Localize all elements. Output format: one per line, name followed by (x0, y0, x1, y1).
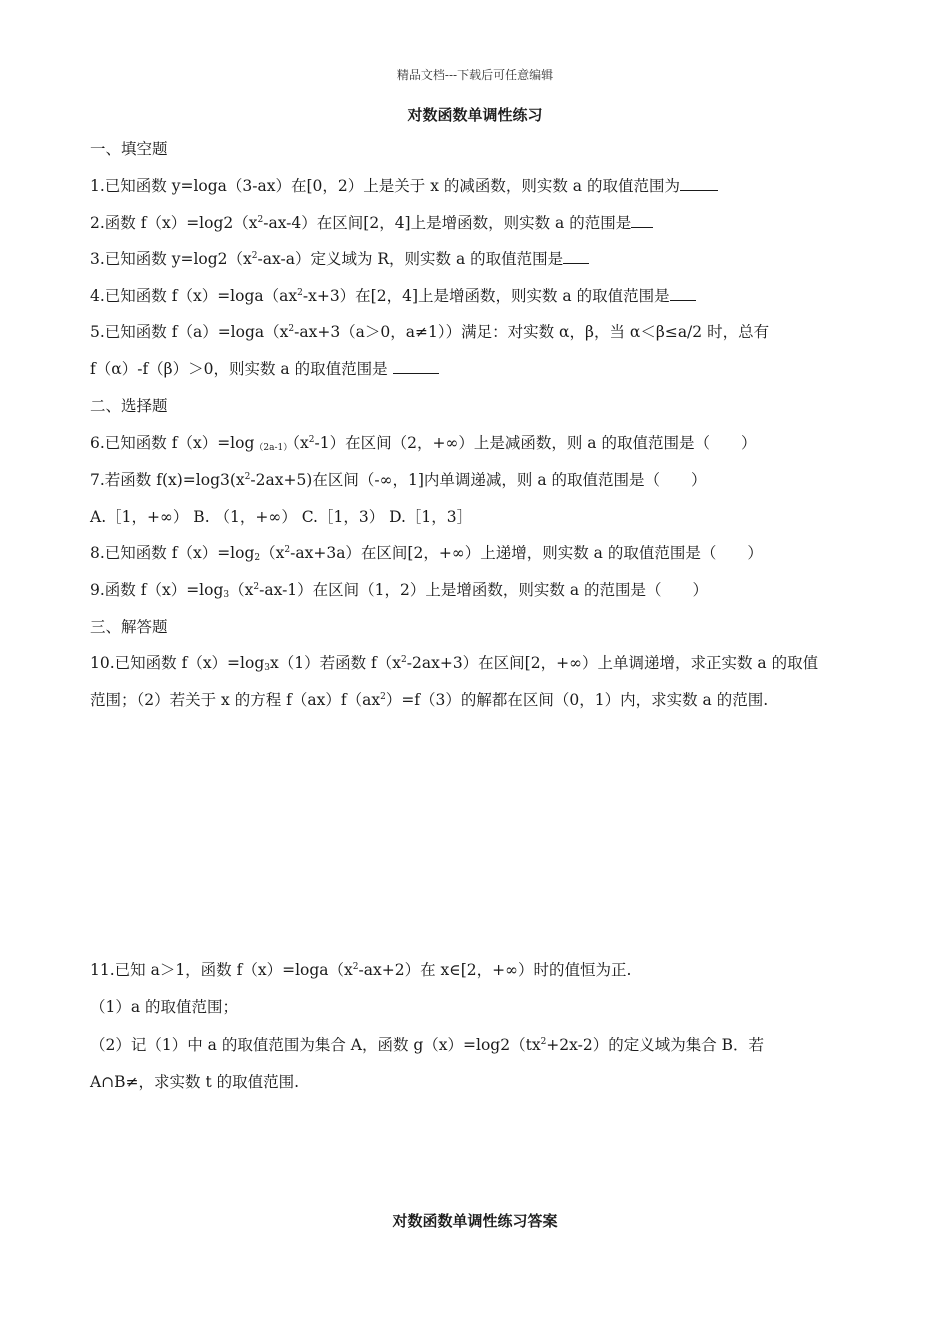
answer-blank (670, 286, 696, 301)
section-choice-heading: 二、选择题 (90, 397, 168, 415)
question-6: 6.已知函数 $f(x)=\log_{(2a-1)}(x^2-1)$在区间（2，+∞）上是减函数，则 a 的取值范围是（ ） (90, 434, 757, 453)
answer-blank (631, 213, 653, 228)
question-7-options: A.［1，+∞） B. （1，+∞） C.［1，3） D.［1，3］ (90, 508, 473, 526)
question-11-part-1: （1）a 的取值范围； (90, 998, 239, 1016)
question-2: 2.函数 $f(x)=\log 2(x^2-ax-4)$在区间[2，4]上是增函数，则实数 a 的范围是 (90, 213, 653, 233)
answer-title: 对数函数单调性练习答案 (392, 1212, 558, 1230)
question-7: 7.若函数 $f(x)=\log 3(x^2-2ax+5)$在区间（-∞，1]内单调递减，则 a 的取值范围是（ ） (90, 471, 707, 489)
question-10: 10.已知函数 $f(x)=\log_3x(1)$若函数 $f(x^2-2ax+3)$在区间[2，+∞）上单调递增，求正实数 a 的取值 (90, 654, 819, 673)
question-4: 4.已知函数 $f(x)=\log a(ax^2-x+3)$在[2，4]上是增函数，则实数 a 的取值范围是 (90, 286, 696, 306)
answer-blank (563, 249, 589, 264)
question-3: 3.已知函数 $y=\log 2(x^2-ax-a)$定义域为 R，则实数 a 的取值范围是 (90, 249, 589, 269)
question-11-part-2: （2）记（1）中 a 的取值范围为集合 A，函数 $g(x)=\log 2(tx^2+2x-2)$的定义域为集合 B．若 (90, 1036, 765, 1054)
question-11: 11.已知 a＞1，函数 $f(x)=\log a(x^2-ax+2)$在 x∈[2，+∞）时的值恒为正. (90, 961, 632, 979)
section-solve-heading: 三、解答题 (90, 618, 168, 636)
question-9: 9.函数 $f(x)=\log_3(x^2-ax-1)$在区间（1，2）上是增函数，则实数 a 的范围是（ ） (90, 581, 708, 600)
question-11-part-2-cont: A∩B≠，求实数 t 的取值范围. (90, 1073, 300, 1091)
page-header: 精品文档---下载后可任意编辑 (396, 68, 554, 82)
question-5: 5.已知函数 $f(a)=\log a(x^2-ax+3(a>0$，a≠1））满足：对实数 α，β，当 α＜β≤a/2 时，总有 (90, 323, 770, 341)
page-title: 对数函数单调性练习 (407, 106, 543, 124)
question-8: 8.已知函数 $f(x)=\log_2(x^2-ax+3a)$在区间[2，+∞）上递增，则实数 a 的取值范围是（ ） (90, 544, 763, 563)
question-1: 1.已知函数 y=loga（3-ax）在[0，2）上是关于 x 的减函数，则实数 a 的取值范围为 (90, 176, 718, 196)
answer-blank (393, 359, 439, 374)
section-fill-heading: 一、填空题 (90, 140, 168, 158)
question-10-cont: 范围；（2）若关于 x 的方程 $f(ax)f(ax^2)=f(3)$的解都在区间（0，1）内，求实数 a 的范围. (90, 691, 769, 709)
answer-blank (680, 176, 718, 191)
question-5-cont: f（α）-f（β）＞0，则实数 a 的取值范围是 (90, 359, 439, 379)
